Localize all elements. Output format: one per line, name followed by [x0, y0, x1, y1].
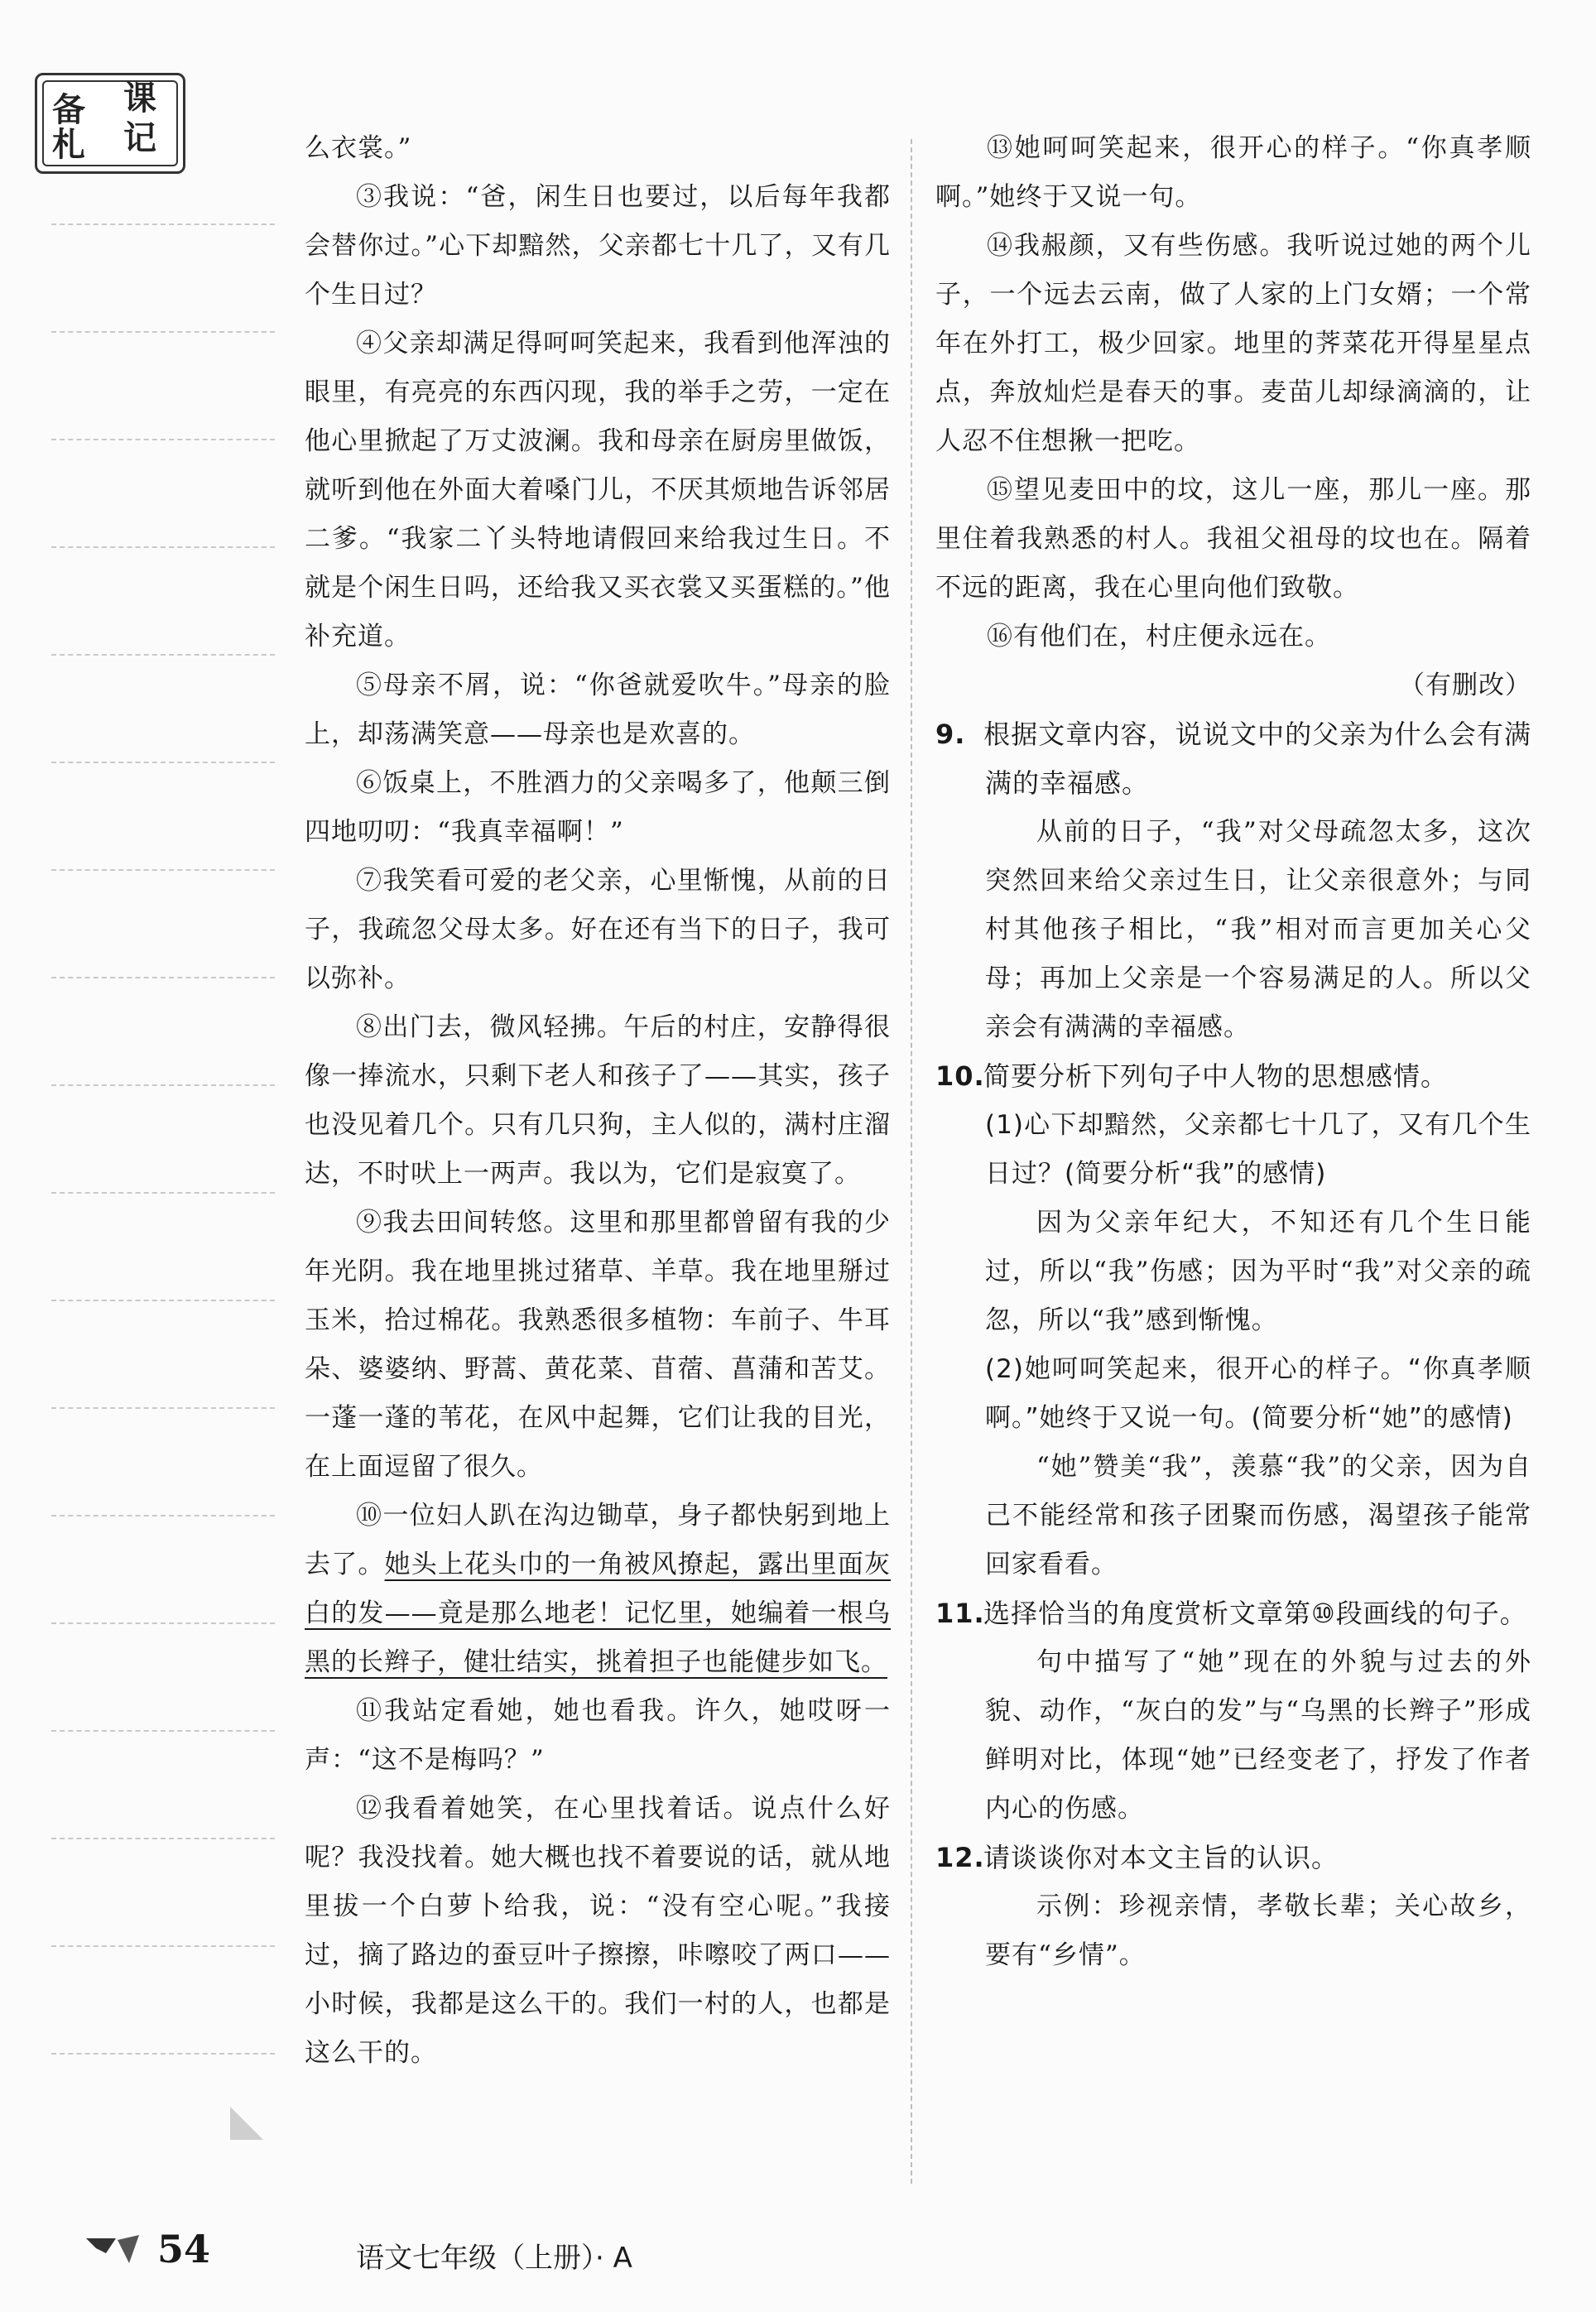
right-column	[935, 124, 1531, 1980]
paragraph: ④父亲却满足得呵呵笑起来，我看到他浑浊的眼里，有亮亮的东西闪现，我的举手之劳，一定在他心里掀起了万丈波澜。我和母亲在厨房里做饭，就听到他在外面大着嗓门儿，不厌其烦地告诉邻居二爹。“我家二丫头特地请假回来给我过生日。不就是个闲生日吗，还给我又买衣裳又买蛋糕的。”他补充道。	[305, 329, 891, 651]
book-title: 语文七年级（上册）· A	[356, 2242, 632, 2275]
badge-char: 备	[52, 90, 85, 129]
paragraph: ⑧出门去，微风轻拂。午后的村庄，安静得很像一捧流水，只剩下老人和孩子了——其实，孩子也没见着几个。只有几只狗，主人似的，满村庄溜达，不时吠上一两声。我以为，它们是寂寞了。	[305, 1012, 891, 1189]
question-11	[935, 1589, 1531, 1638]
corner-decoration	[230, 2107, 263, 2140]
question-text: 请谈谈你对本文主旨的认识。	[983, 1842, 1339, 1873]
paragraph: ⑥饭桌上，不胜酒力的父亲喝多了，他颠三倒四地叨叨：“我真幸福啊！”	[305, 768, 891, 847]
badge-char: 记	[123, 118, 156, 157]
badge-char: 札	[52, 125, 85, 164]
paragraph: ⑨我去田间转悠。这里和那里都曾留有我的少年光阴。我在地里挑过猪草、羊草。我在地里掰过玉米，拾过棉花。我熟悉很多植物：车前子、牛耳朵、婆婆纳、野蒿、黄花菜、苜蓿、菖蒲和苦艾。一蓬一蓬的苇花，在风中起舞，它们让我的目光，在上面逗留了很久。	[305, 1208, 891, 1482]
left-column	[305, 124, 891, 2078]
question-9	[935, 710, 1531, 808]
paragraph: ⑪我站定看她，她也看我。许久，她哎呀一声：“这不是梅吗？”	[305, 1696, 891, 1775]
paragraph: ⑫我看着她笑，在心里找着话。说点什么好呢？我没找着。她大概也找不着要说的话，就从地里拔一个白萝卜给我，说：“没有空心呢。”我接过，摘了路边的蚕豆叶子擦擦，咔嚓咬了两口——小时候，我都是这么干的。我们一村的人，也都是这么干的。	[305, 1794, 891, 2068]
question-text: 简要分析下列句子中人物的思想感情。	[983, 1060, 1449, 1092]
page-number: 54	[157, 2227, 211, 2271]
question-number: 10.	[935, 1060, 985, 1092]
footer-arrow-icon	[83, 2230, 142, 2270]
paragraph-10-text: ⑩一位妇人趴在沟边锄草，身子都快躬到地上去了。	[305, 1501, 891, 1579]
sub-question-2: (2)她呵呵笑起来，很开心的样子。“你真孝顺啊。”她终于又说一句。(简要分析“她”的感情)	[985, 1354, 1531, 1433]
paragraph: ③我说：“爸，闲生日也要过，以后每年我都会替你过。”心下却黯然，父亲都七十几了，又有几个生日过？	[305, 182, 891, 310]
paragraph: ⑮望见麦田中的坟，这儿一座，那儿一座。那里住着我熟悉的村人。我祖父祖母的坟也在。隔着不远的距离，我在心里向他们致敬。	[935, 475, 1531, 603]
answer-10-1: 因为父亲年纪大，不知还有几个生日能过，所以“我”伤感；因为平时“我”对父亲的疏忽，所以“我”感到惭愧。	[985, 1208, 1531, 1335]
question-number: 12.	[935, 1842, 985, 1873]
question-10	[935, 1052, 1531, 1101]
question-12	[935, 1834, 1531, 1882]
question-number: 9.	[935, 719, 966, 750]
paragraph: ⑦我笑看可爱的老父亲，心里惭愧，从前的日子，我疏忽父母太多。好在还有当下的日子，我可以弥补。	[305, 866, 891, 993]
question-text: 根据文章内容，说说文中的父亲为什么会有满满的幸福感。	[983, 719, 1531, 799]
column-divider	[911, 139, 912, 2184]
paragraph-10	[305, 1492, 891, 1687]
answer-11: 句中描写了“她”现在的外貌与过去的外貌、动作，“灰白的发”与“乌黑的长辫子”形成鲜明对比，体现“她”已经变老了，抒发了作者内心的伤感。	[985, 1647, 1532, 1824]
underlined-sentence: 她头上花头巾的一角被风撩起，露出里面灰白的发——竟是那么地老！记忆里，她编着一根乌黑的长辫子，健壮结实，挑着担子也能健步如飞。	[305, 1550, 892, 1677]
paragraph: 么衣裳。”	[305, 133, 412, 163]
answer-12: 示例：珍视亲情，孝敬长辈；关心故乡，要有“乡情”。	[985, 1891, 1531, 1970]
source-note: （有删改）	[1399, 671, 1531, 700]
answer-10-2: “她”赞美“我”，羡慕“我”的父亲，因为自己不能经常和孩子团聚而伤感，渴望孩子能常回家看看。	[985, 1452, 1531, 1579]
question-text: 选择恰当的角度赏析文章第⑩段画线的句子。	[983, 1598, 1527, 1629]
notes-badge	[35, 73, 185, 174]
notes-column	[51, 58, 275, 2177]
sub-question-1: (1)心下却黯然，父亲都七十几了，又有几个生日过？(简要分析“我”的感情)	[985, 1110, 1531, 1189]
question-number: 11.	[935, 1598, 985, 1629]
badge-char: 课	[123, 79, 156, 118]
paragraph: ⑬她呵呵笑起来，很开心的样子。“你真孝顺啊。”她终于又说一句。	[935, 133, 1531, 212]
answer-9: 从前的日子，“我”对父母疏忽太多，这次突然回来给父亲过生日，让父亲很意外；与同村其他孩子相比，“我”相对而言更加关心父母；再加上父亲是一个容易满足的人。所以父亲会有满满的幸福感。	[985, 817, 1531, 1042]
paragraph: ⑤母亲不屑，说：“你爸就爱吹牛。”母亲的脸上，却荡满笑意——母亲也是欢喜的。	[305, 671, 891, 749]
paragraph: ⑯有他们在，村庄便永远在。	[987, 622, 1331, 651]
paragraph: ⑭我赧颜，又有些伤感。我听说过她的两个儿子，一个远去云南，做了人家的上门女婿；一个常年在外打工，极少回家。地里的荠菜花开得星星点点，奔放灿烂是春天的事。麦苗儿却绿滴滴的，让人忍不住想揪一把吃。	[935, 231, 1531, 456]
